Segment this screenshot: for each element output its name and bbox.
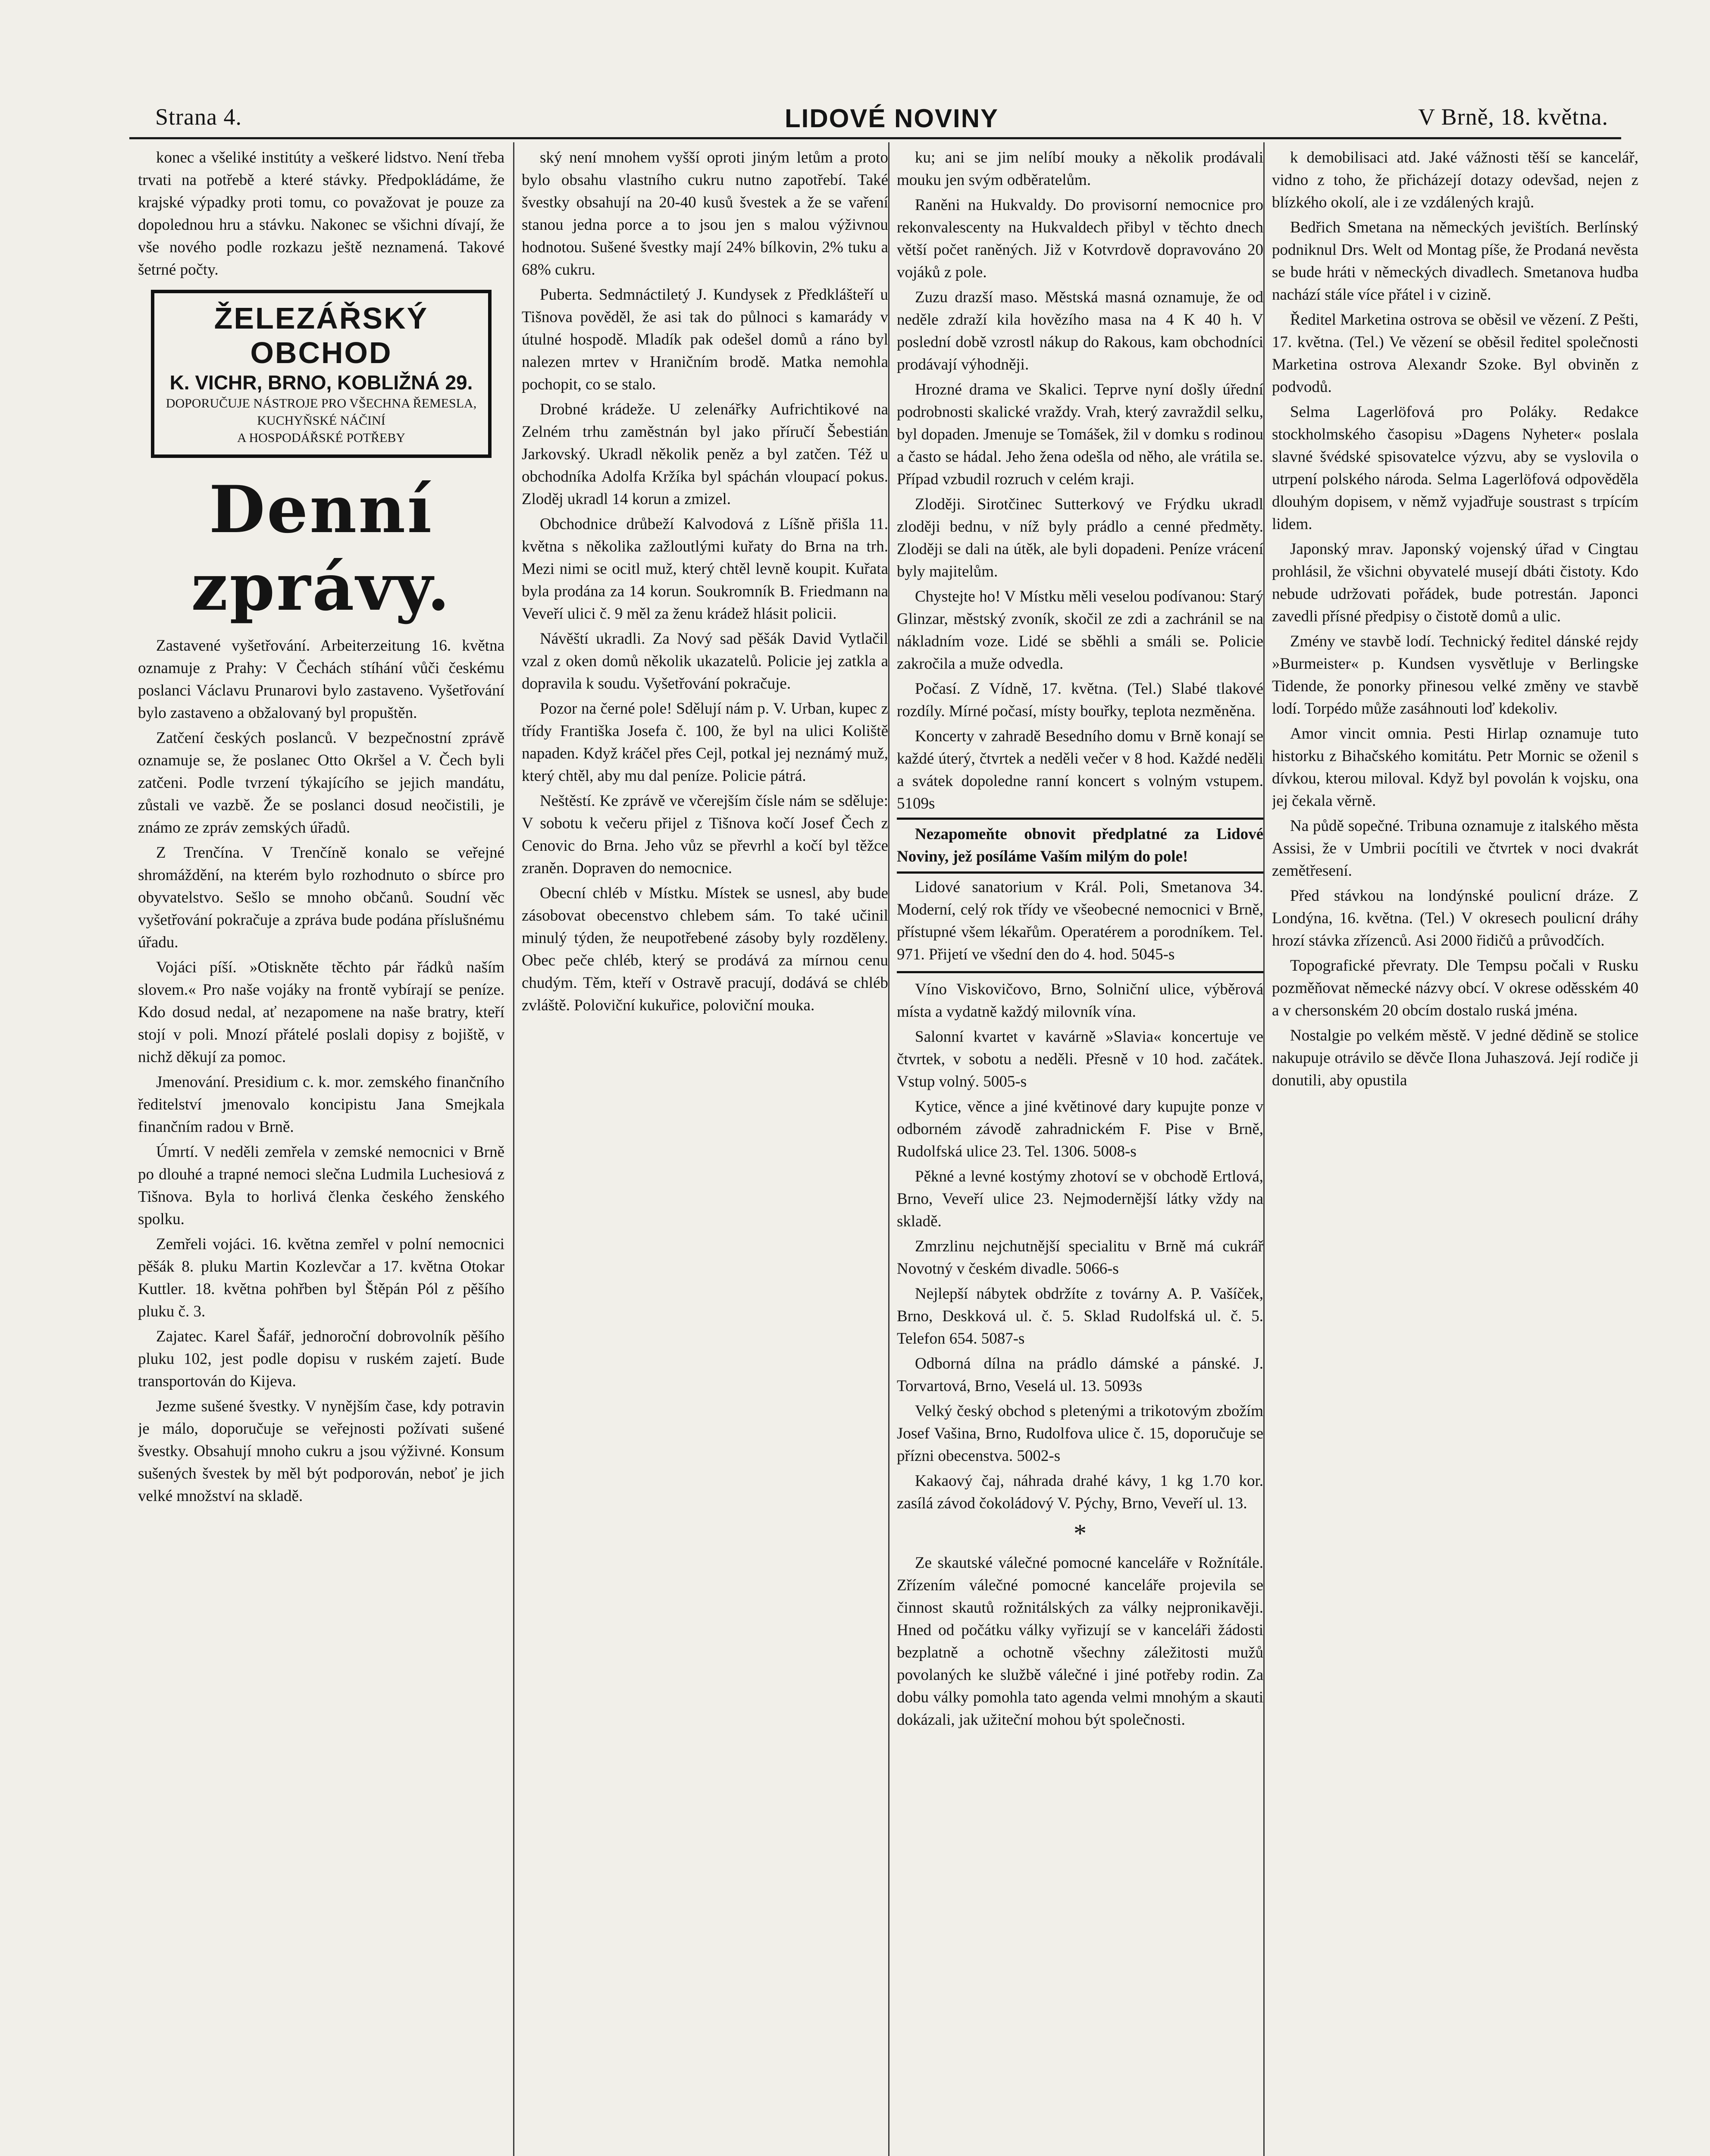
article-text: konec a všeliké institúty a veškeré lidstvo. Není třeba trvati na potřebě a které stávky. Předpokládáme, že krajské výpadky proti tomu, co považovat je pouze za dopolednou hru a stávku. Nakonec se všichni dívají, že vše nového podle rozkazu ještě neznamená. Takové šetrné počty.: [138, 149, 504, 279]
news-item: Zmény ve stavbě lodí. Technický ředitel dánské rejdy »Burmeister« p. Kundsen vysvětluje v Berlingske Tidende, že ponorky přinesou velké změny ve stavbě lodí. Torpédo může zasáhnouti loď kdekoliv.: [1272, 633, 1638, 718]
news-item: Návěští ukradli. Za Nový sad pěšák David Vytlačil vzal z oken domů několik ukazatelů. Policie jej zatkla a dopravila k soudu. Vyšetřování pokračuje.: [522, 630, 888, 693]
news-item: Zuzu drazší maso. Městská masná oznamuje, že od neděle zdraží kila hovězího masa na 4 K 40 h. V poslední době vzrostl nákup do Rakous, kam obchodníci prodávají výhodněji.: [897, 288, 1263, 373]
news-item: Raněni na Hukvaldy. Do provisorní nemocnice pro rekonvalescenty na Hukvaldech přibyl v těchto dnech větší počet raněných. Již v Kotvrdově dopravováno 20 vojáků z pole.: [897, 196, 1263, 281]
classified-ad: Velký český obchod s pletenými a trikotovým zbožím Josef Vašina, Brno, Rudolfova ulice č. 15, doporučuje se přízni obecenstva. 5002-s: [897, 1402, 1263, 1465]
news-item: Drobné krádeže. U zelenářky Aufrichtikové na Zelném trhu zaměstnán byl jako příručí Šebestián Jarkovský. Ukradl několik peněz a byl zatčen. Též u obchodníka Adolfa Kržíka byl spáchán vloupací pokus. Zloděj ukradl 14 korun a zmizel.: [522, 401, 888, 508]
news-item: Jmenování. Presidium c. k. mor. zemského finančního ředitelství jmenovalo koncipistu Jana Smejkala finančním radou v Brně.: [138, 1073, 504, 1136]
classified-ad: Nejlepší nábytek obdržíte z továrny A. P. Vašíček, Brno, Deskková ul. č. 5. Sklad Rudolfská ul. č. 5. Telefon 654. 5087-s: [897, 1285, 1263, 1348]
classified-ad: Salonní kvartet v kavárně »Slavia« koncertuje ve čtvrtek, v sobotu a neděli. Přesně v 10 hod. začátek. Vstup volný. 5005-s: [897, 1028, 1263, 1091]
news-item: Počasí. Z Vídně, 17. května. (Tel.) Slabé tlakové rozdíly. Mírné počasí, místy bouřky, teplota nezměněna.: [897, 680, 1263, 720]
column-divider: [513, 142, 514, 2156]
masthead-rule: [129, 137, 1621, 139]
subscription-notice: Nezapomeňte obnovit předplatné za Lidové Noviny, jež posíláme Vaším milým do pole!: [897, 818, 1263, 874]
news-item: ku; ani se jim nelíbí mouky a několik prodávali mouku jen svým odběratelům.: [897, 149, 1263, 189]
news-item: Puberta. Sedmnáctiletý J. Kundysek z Předklášteří u Tišnova pověděl, že asi tak do půlnoci s kamarády v útulné hospodě. Mladík pak odešel domů a ráno byl nalezen mrtev v Hraničním brodě. Matka nemohla pochopit, co se stalo.: [522, 286, 888, 393]
news-item: Japonský mrav. Japonský vojenský úřad v Cingtau prohlásil, že všichni obyvatelé musejí dbáti čistoty. Kdo nebude udržovati pořádek, bude potrestán. Japonci zavedli přísné předpisy o čistotě domů a ulic.: [1272, 540, 1638, 625]
column-2: [522, 147, 888, 1019]
news-item: Obchodnice drůbeží Kalvodová z Líšně přišla 11. května s několika zažloutlými kuřaty do Brna na trh. Mezi nimi se ocitl muž, který chtěl levně koupit. Kuřata byla prodána za 14 korun. Soukromník B. Friedmann na Veveří ulici č. 9 měl za ženu krádež hlásit policii.: [522, 515, 888, 623]
news-item: Ze skautské válečné pomocné kanceláře v Rožnítále. Zřízením válečné pomocné kanceláře projevila se činnost skautů rožnitálských za války nejpronikavěji. Hned od počátku války vyřizují se v kanceláři žádosti bezplatně a ochotně všechny záležitosti mužů povolaných ke službě válečné i jiné potřeby rodin. Za dobu války pomohla tato agenda velmi mnohým a skauti dokázali, jak užiteční mohou být společnosti.: [897, 1554, 1263, 1729]
news-item: Zemřeli vojáci. 16. května zemřel v polní nemocnici pěšák 8. pluku Martin Kozlevčar a 17. května Otokar Kuttler. 18. května pohřben byl Štěpán Pól z pěšího pluku č. 3.: [138, 1235, 504, 1320]
classified-ad: Víno Viskovičovo, Brno, Solniční ulice, výběrová místa a vydatně každý milovník vína.: [897, 981, 1263, 1021]
column-4: [1272, 147, 1638, 1094]
news-item: Zatčení českých poslanců. V bezpečnostní zprávě oznamuje se, že poslanec Otto Okršel a V. Čech byli zatčeni. Podle tvrzení týkajícího se jejich mandátu, zůstali ve vazbě. Že se poslanci dosud neočistili, je známo ze zpráv zemských úřadů.: [138, 729, 504, 837]
ad-address: K. VICHR, BRNO, KOBLIŽNÁ 29.: [169, 371, 473, 394]
newspaper-title: LIDOVÉ NOVINY: [785, 104, 999, 133]
ad-text: DOPORUČUJE NÁSTROJE PRO VŠECHNA ŘEMESLA, KUCHYŇSKÉ NÁČINÍ: [166, 396, 477, 428]
issue-date: V Brně, 18. května.: [1418, 104, 1608, 130]
classified-ad: Kytice, věnce a jiné květinové dary kupujte ponze v odborném závodě zahradnickém F. Pise v Brně, Rudolfská ulice 23. Tel. 1306. 5008-s: [897, 1098, 1263, 1160]
news-item: k demobilisaci atd. Jaké vážnosti těší se kancelář, vidno z toho, že přicházejí dotazy odevšad, nejen z blízkého okolí, ale i ze vzdálených krajů.: [1272, 149, 1638, 211]
divider: [897, 971, 1263, 973]
news-item: Z Trenčína. V Trenčíně konalo se veřejné shromáždění, na kterém bylo rozhodnuto o sbírce pro obyvatelstvo. Sešlo se mnoho občanů. Soudní věc vyšetřování pokračuje a zpráva bude podána příslušnému úřadu.: [138, 844, 504, 951]
classified-ad: Zmrzlinu nejchutnější specialitu v Brně má cukrář Novotný v českém divadle. 5066-s: [897, 1238, 1263, 1278]
news-item: Pozor na černé pole! Sdělují nám p. V. Urban, kupec z třídy Františka Josefa č. 100, že byl na ulici Koliště napaden. Když kráčel přes Cejl, potkal jej neznámý muž, který chtěl, aby mu dal peníze. Policie pátrá.: [522, 700, 888, 785]
news-item: Zajatec. Karel Šafář, jednoroční dobrovolník pěšího pluku 102, jest podle dopisu v ruském zajetí. Bude transportován do Kijeva.: [138, 1328, 504, 1390]
masthead: [129, 99, 1621, 138]
hardware-store-advertisement: [151, 290, 492, 458]
page-number: Strana 4.: [155, 104, 242, 130]
news-item: Na půdě sopečné. Tribuna oznamuje z italského města Assisi, že v Umbrii pocítili ve čtvrtek v noci dvakrát zemětřesení.: [1272, 817, 1638, 880]
news-item: Vojáci píší. »Otiskněte těchto pár řádků naším slovem.« Pro naše vojáky na frontě vybírají se peníze. Kdo dosud nedal, ať nezapomene na naše bratry, kteří stojí v poli. Mnozí přátelé poslali dopisy z bojiště, v nichž děkují za pomoc.: [138, 959, 504, 1066]
column-3: [897, 147, 1263, 1734]
news-item: Selma Lagerlöfová pro Poláky. Redakce stockholmského časopisu »Dagens Nyheter« poslala slavné švédské spisovatelce výzvu, aby se vyslovila o utrpení polského národa. Selma Lagerlöfová odpověděla dlouhým dopisem, v němž vyjadřuje soustrast s trpícím lidem.: [1272, 403, 1638, 533]
news-item: ský není mnohem vyšší oproti jiným letům a proto bylo obsahu vlastního cukru nutno zapotřebí. Také švestky obsahují na 20-40 kusů švestek a že se vaření stanou jedna porce a to jsou jen s malou výživnou hodnotou. Sušené švestky mají 24% bílkovin, 2% tuku a 68% cukru.: [522, 149, 888, 279]
classified-ad: Lidové sanatorium v Král. Poli, Smetanova 34. Moderní, celý rok třídy ve všeobecné nemocnici v Brně, přístupné všem lékařům. Operatérem a porodníkem. Tel. 971. Přijetí ve všední den do 4. hod. 5045-s: [897, 878, 1263, 963]
column-1: [138, 147, 504, 1510]
news-item: Obecní chléb v Místku. Místek se usnesl, aby bude zásobovat obecenstvo chlebem sám. To také učinil minulý týden, že neupotřebené zásoby byly rozděleny. Obec peče chléb, který se prodává za mírnou cenu chudým. Těm, kteří v Ostravě pracují, dodává se chléb zvláště. Poloviční kukuřice, poloviční mouka.: [522, 884, 888, 1014]
classified-ad: Kakaový čaj, náhrada drahé kávy, 1 kg 1.70 kor. zasílá závod čokoládový V. Pýchy, Brno, Veveří ul. 13.: [897, 1472, 1263, 1512]
news-item: Chystejte ho! V Místku měli veselou podívanou: Starý Glinzar, městský zvoník, skočil ze zdi a zachránil se na nákladním voze. Lidé se sběhli a smáli se. Policie zakročila a muže odvedla.: [897, 588, 1263, 673]
news-item: Zloději. Sirotčinec Sutterkový ve Frýdku ukradl zloději bednu, v níž byly prádlo a cenné předměty. Zloději se dali na útěk, ale byli dopadeni. Peníze vrácení byly majitelům.: [897, 495, 1263, 580]
ad-text: A HOSPODÁŘSKÉ POTŘEBY: [237, 431, 406, 445]
column-divider: [888, 142, 889, 2156]
news-item: Nostalgie po velkém městě. V jedné dědině se stolice nakupuje otrávilo se děvče Ilona Juhaszová. Její rodiče ji donutili, aby opustila: [1272, 1027, 1638, 1089]
news-item: Amor vincit omnia. Pesti Hirlap oznamuje tuto historku z Bihačského komitátu. Petr Mornic se oženil s dívkou, kterou miloval. Když byl povolán k vojsku, ona jej čekala věrně.: [1272, 725, 1638, 810]
news-item: Bedřich Smetana na německých jevištích. Berlínský podniknul Drs. Welt od Montag píše, že Prodaná nevěsta se bude hráti v německých divadlech. Smetanova hudba nachází stále více přátel i v cizině.: [1272, 219, 1638, 304]
news-item: Topografické převraty. Dle Tempsu počali v Rusku pozměňovat německé názvy obcí. V okrese oděsském 40 a v chersonském 20 obcím dostalo ruská jména.: [1272, 957, 1638, 1019]
section-title: Denní zprávy.: [191, 472, 451, 625]
column-divider: [1263, 142, 1265, 2156]
news-item: Úmrtí. V neděli zemřela v zemské nemocnici v Brně po dlouhé a trapné nemoci slečna Ludmila Luchesiová z Tišnova. Byla to horlivá členka českého ženského spolku.: [138, 1143, 504, 1228]
classified-ad: Odborná dílna na prádlo dámské a pánské. J. Torvartová, Brno, Veselá ul. 13. 5093s: [897, 1355, 1263, 1395]
news-item: Neštěstí. Ke zprávě ve včerejším čísle nám se sděluje: V sobotu k večeru přijel z Tišnova kočí Josef Čech z Cenovic do Brna. Jeho vůz se převrhl a kočí byl těžce zraněn. Dopraven do nemocnice.: [522, 792, 888, 877]
news-item: Koncerty v zahradě Besedního domu v Brně konají se každé úterý, čtvrtek a neděli večer v 8 hod. Každé neděli a svátek dopoledne ranní koncert s volným vstupem. 5109s: [897, 727, 1263, 812]
ad-headline: ŽELEZÁŘSKÝ OBCHOD: [214, 301, 429, 370]
news-item: Hrozné drama ve Skalici. Teprve nyní došly úřední podrobnosti skalické vraždy. Vrah, který zavraždil selku, byl dopaden. Jmenuje se Tomášek, žil v domku s rodinou a často se hádal. Jeho žena odešla od něho, ale vrátila se. Případ vzbudil rozruch v celém kraji.: [897, 381, 1263, 488]
news-item: Ředitel Marketina ostrova se oběsil ve vězení. Z Pešti, 17. května. (Tel.) Ve vězení se oběsil ředitel společnosti Marketina ostrova Alexandr Szoke. Byl obviněn z podvodů.: [1272, 311, 1638, 396]
separator-asterisk: *: [1074, 1519, 1087, 1548]
news-item: Před stávkou na londýnské poulicní dráze. Z Londýna, 16. května. (Tel.) V okresech poulicní dráhy hrozí stávka zřízenců. Asi 2000 řidičů a průvodčích.: [1272, 887, 1638, 950]
classified-ad: Pěkné a levné kostýmy zhotoví se v obchodě Ertlová, Brno, Veveří ulice 23. Nejmodernější látky vždy na skladě.: [897, 1168, 1263, 1230]
news-item: Zastavené vyšetřování. Arbeiterzeitung 16. května oznamuje z Prahy: V Čechách stíhání vůči českému poslanci Václavu Prunarovi bylo zastaveno. Vyšetřování bylo zastaveno a obžalovaný byl propuštěn.: [138, 637, 504, 722]
news-item: Jezme sušené švestky. V nynějším čase, kdy potravin je málo, doporučuje se veřejnosti požívati sušené švestky. Obsahují mnoho cukru a jsou výživné. Konsum sušených švestek by měl být podporován, neboť je jich velké množství na skladě.: [138, 1398, 504, 1505]
